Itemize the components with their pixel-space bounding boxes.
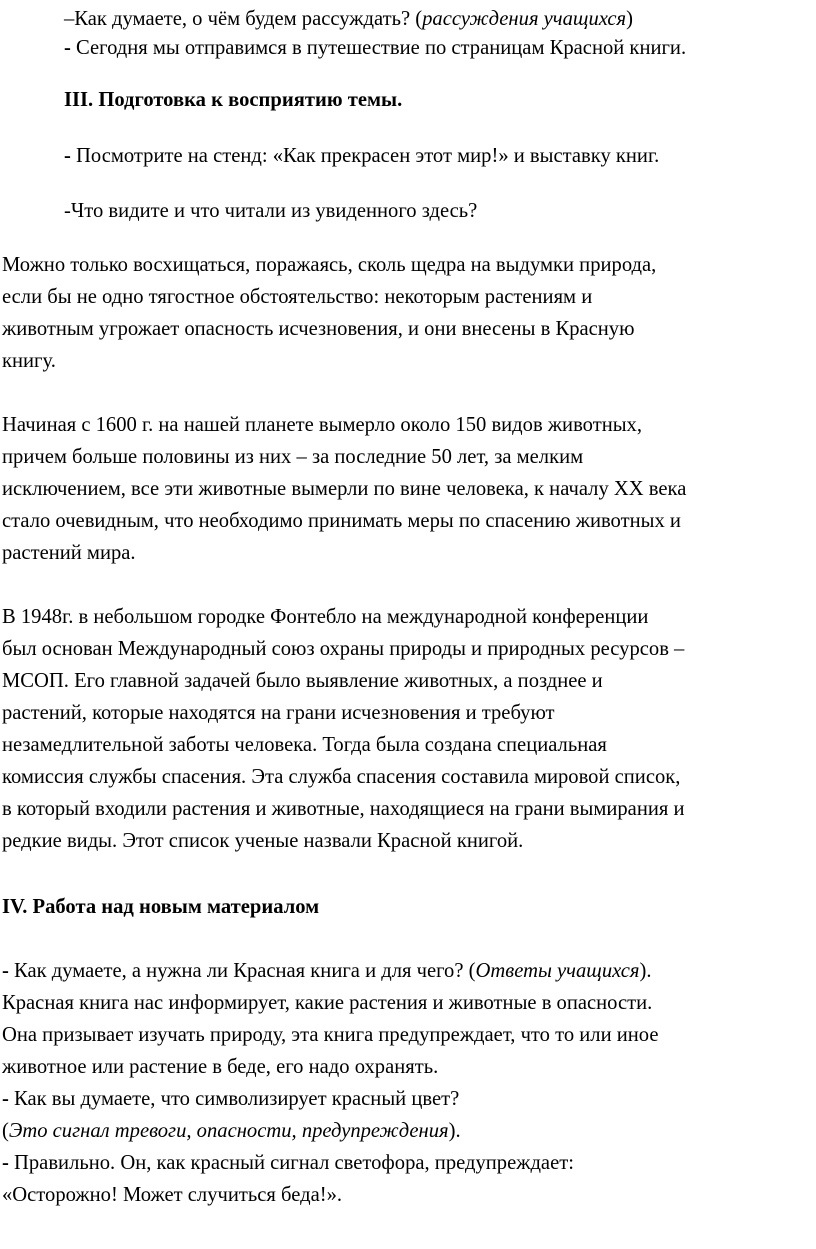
paragraph-1-line: если бы не одно тягостное обстоятельство: некоторым растениям и [2,286,593,308]
question-1-italic: Ответы учащихся [475,960,640,982]
section-3-heading: III. Подготовка к восприятию темы. [64,89,403,111]
dash: - [2,1088,15,1110]
intro-statement-text: Сегодня мы отправимся в путешествие по страницам Красной книги. [76,37,687,59]
dash: – [64,8,75,30]
question-3-text: Правильно. Он, как красный сигнал светофора, предупреждает: [14,1152,574,1174]
paragraph-3-line: незамедлительной заботы человека. Тогда была создана специальная [2,734,607,756]
question-3-line [2,1153,574,1174]
question-1-text: Как думаете, а нужна ли Красная книга и для чего? ( [14,960,476,982]
paragraph-3-line: комиссия службы спасения. Эта служба спасения составила мировой список, [2,766,681,788]
section-4-heading: IV. Работа над новым материалом [2,896,320,918]
intro-question-text: Как думаете, о чём будем рассуждать? ( [74,8,423,30]
section-3-item-1-text: Посмотрите на стенд: «Как прекрасен этот мир!» и выставку книг. [76,145,660,167]
open-paren: ( [2,1120,9,1142]
dash: - [2,960,15,982]
close-paren: ). [639,960,652,982]
paragraph-3-line: редкие виды. Этот список ученые назвали Красной книгой. [2,830,524,852]
question-1-line [2,961,652,982]
paragraph-3-line: МСОП. Его главной задачей было выявление животных, а позднее и [2,670,603,692]
dash: - [64,145,77,167]
paragraph-1-line: книгу. [2,350,56,372]
paragraph-1-line: животным угрожает опасность исчезновения, и они внесены в Красную [2,318,635,340]
intro-statement-line [64,38,686,59]
intro-question-line [64,9,633,30]
question-3-line-2: «Осторожно! Может случиться беда!». [2,1184,343,1206]
section-3-item-1 [64,146,659,167]
paragraph-3-line: в который входили растения и животные, находящиеся на грани вымирания и [2,798,685,820]
paragraph-2-line: причем больше половины из них – за последние 50 лет, за мелким [2,446,584,468]
paragraph-3-line: В 1948г. в небольшом городке Фонтебло на международной конференции [2,606,649,628]
paragraph-2-line: Начиная с 1600 г. на нашей планете вымерло около 150 видов животных, [2,414,642,436]
answer-2-line [2,1121,461,1142]
paragraph-3-line: растений, которые находятся на грани исчезновения и требуют [2,702,555,724]
answer-2-italic: Это сигнал тревоги, опасности, предупреждения [8,1120,449,1142]
dash: - [2,1152,15,1174]
dash: - [64,37,77,59]
question-2-text: Как вы думаете, что символизирует красный цвет? [14,1088,460,1110]
intro-question-italic: рассуждения учащихся [422,8,627,30]
question-2-line [2,1089,459,1110]
paragraph-2-line: исключением, все эти животные вымерли по вине человека, к началу XX века [2,478,687,500]
answer-1-line: животное или растение в беде, его надо охранять. [2,1056,439,1078]
close-paren: ) [626,8,633,30]
paragraph-3-line: был основан Международный союз охраны природы и природных ресурсов – [2,638,685,660]
paragraph-2-line: стало очевидным, что необходимо принимать меры по спасению животных и [2,510,681,532]
answer-1-line: Она призывает изучать природу, эта книга предупреждает, что то или иное [2,1024,659,1046]
answer-1-line: Красная книга нас информирует, какие растения и животные в опасности. [2,992,653,1014]
paragraph-2-line: растений мира. [2,542,136,564]
paragraph-1-line: Можно только восхищаться, поражаясь, сколь щедра на выдумки природа, [2,254,657,276]
section-3-item-2: -Что видите и что читали из увиденного здесь? [64,200,478,222]
close-paren: ). [448,1120,461,1142]
